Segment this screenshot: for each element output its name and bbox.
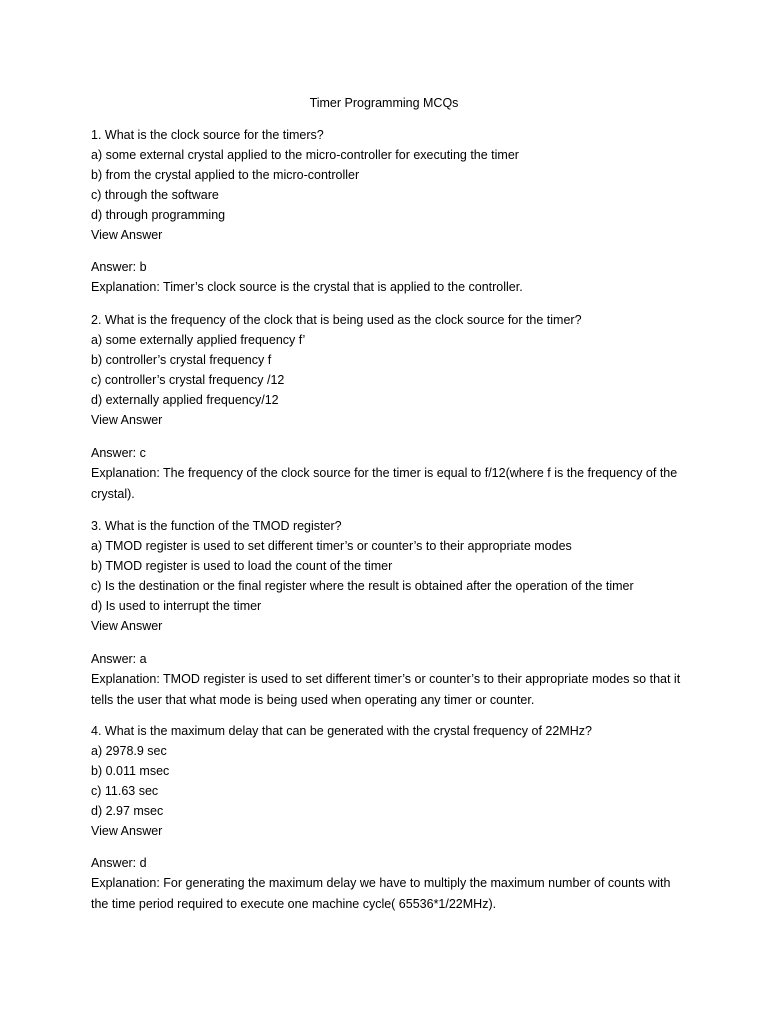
question-block-4 [91,721,681,841]
option-d: d) externally applied frequency/12 [91,393,279,407]
question-text: 3. What is the function of the TMOD register? [91,519,342,533]
option-c: c) through the software [91,188,219,202]
answer-block-1 [91,257,681,298]
option-a: a) some externally applied frequency f’ [91,333,306,347]
option-a: a) 2978.9 sec [91,744,167,758]
question-block-3 [91,516,681,636]
option-c: c) controller’s crystal frequency /12 [91,373,285,387]
option-a: a) TMOD register is used to set different timer’s or counter’s to their appropriate modes [91,539,572,553]
answer-block-3 [91,649,681,710]
question-text: 4. What is the maximum delay that can be generated with the crystal frequency of 22MHz? [91,724,592,738]
option-b: b) controller’s crystal frequency f [91,353,272,367]
option-d: d) Is used to interrupt the timer [91,599,262,613]
option-b: b) TMOD register is used to load the count of the timer [91,559,393,573]
question-block-2 [91,310,681,430]
answer-text: Answer: b [91,260,147,274]
page-title: Timer Programming MCQs [309,96,459,110]
option-a: a) some external crystal applied to the micro-controller for executing the timer [91,148,519,162]
explanation-text: Explanation: TMOD register is used to set different timer’s or counter’s to their appropriate modes so that it tells the user that what mode is being used when operating any timer or counter. [91,672,681,707]
question-block-1 [91,125,681,245]
option-d: d) through programming [91,208,226,222]
answer-text: Answer: a [91,652,147,666]
explanation-text: Explanation: The frequency of the clock source for the timer is equal to f/12(where f is the frequency of the crystal). [91,466,678,501]
question-text: 2. What is the frequency of the clock that is being used as the clock source for the timer? [91,313,582,327]
view-answer-link[interactable]: View Answer [91,413,163,427]
answer-text: Answer: c [91,446,146,460]
answer-text: Answer: d [91,856,147,870]
view-answer-link[interactable]: View Answer [91,619,163,633]
option-c: c) Is the destination or the final register where the result is obtained after the operation of the timer [91,579,634,593]
view-answer-link[interactable]: View Answer [91,228,163,242]
option-c: c) 11.63 sec [91,784,159,798]
answer-block-2 [91,443,681,504]
option-b: b) from the crystal applied to the micro-controller [91,168,360,182]
answer-block-4 [91,853,681,914]
explanation-text: Explanation: For generating the maximum delay we have to multiply the maximum number of counts with the time period required to execute one machine cycle( 65536*1/22MHz). [91,876,671,911]
question-text: 1. What is the clock source for the timers? [91,128,324,142]
option-b: b) 0.011 msec [91,764,170,778]
explanation-text: Explanation: Timer’s clock source is the crystal that is applied to the controller. [91,280,523,294]
view-answer-link[interactable]: View Answer [91,824,163,838]
option-d: d) 2.97 msec [91,804,164,818]
